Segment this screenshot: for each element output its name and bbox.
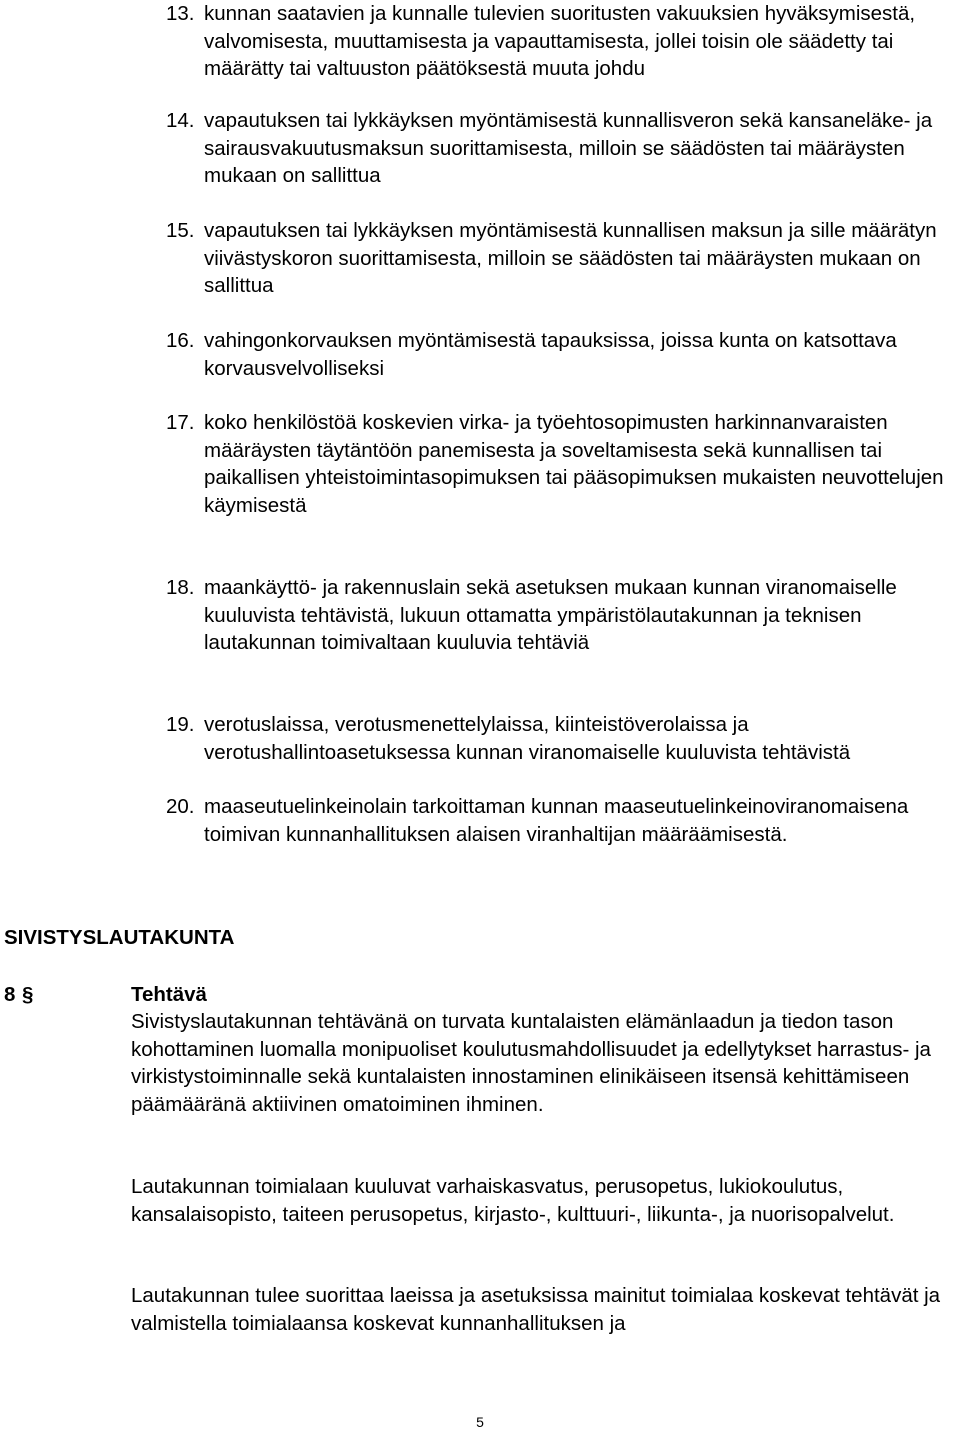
- list-item-text: vapautuksen tai lykkäyksen myöntämisestä kunnallisen maksun ja sille määrätyn viivästyskoron suorittamisesta, milloin se säädösten tai määräysten mukaan on sallittua: [204, 219, 937, 297]
- body-paragraph: Sivistyslautakunnan tehtävänä on turvata kuntalaisten elämänlaadun ja tiedon tason kohottaminen luomalla monipuoliset koulutusmahdollisuudet ja edellytykset harrastus- ja virkistystoiminnalle sekä kuntalaisten innostaminen elinikäiseen itsensä kehittämiseen päämääränä aktiivinen omatoiminen ihminen.: [131, 1010, 931, 1116]
- list-item-text: vahingonkorvauksen myöntämisestä tapauksissa, joissa kunta on katsottava korvausvelvolliseksi: [204, 329, 897, 380]
- section-heading: SIVISTYSLAUTAKUNTA: [4, 926, 235, 949]
- list-item-number: 14.: [166, 109, 195, 132]
- list-item-text: maankäyttö- ja rakennuslain sekä asetuksen mukaan kunnan viranomaiselle kuuluvista tehtävistä, lukuun ottamatta ympäristölautakunnan ja teknisen lautakunnan toimivaltaan kuuluvia tehtäviä: [204, 576, 897, 654]
- list-item-number: 19.: [166, 713, 195, 736]
- paragraph-sign: §: [22, 983, 34, 1006]
- list-item-text: kunnan saatavien ja kunnalle tulevien suoritusten vakuuksien hyväksymisestä, valvomisesta, muuttamisesta ja vapauttamisesta, jollei toisin ole säädetty tai määrätty tai valtuuston päätöksestä muuta johdu: [204, 2, 916, 80]
- list-item-number: 13.: [166, 2, 195, 25]
- list-item-number: 20.: [166, 795, 195, 818]
- list-item-number: 16.: [166, 329, 195, 352]
- body-paragraph: Lautakunnan tulee suorittaa laeissa ja asetuksissa mainitut toimialaa koskevat tehtävät ja valmistella toimialaansa koskevat kunnanhallituksen ja: [131, 1284, 941, 1335]
- list-item-text: maaseutuelinkeinolain tarkoittaman kunnan maaseutuelinkeinoviranomaisena toimivan kunnanhallituksen alaisen viranhaltijan määräämisestä.: [204, 795, 909, 846]
- list-item-text: vapautuksen tai lykkäyksen myöntämisestä kunnallisveron sekä kansaneläke- ja sairausvakuutusmaksun suorittamisesta, milloin se säädösten tai määräysten mukaan on sallittua: [204, 109, 933, 187]
- page-number: 5: [476, 1414, 484, 1430]
- body-paragraph: Lautakunnan toimialaan kuuluvat varhaiskasvatus, perusopetus, lukiokoulutus, kansalaisopisto, taiteen perusopetus, kirjasto-, kulttuuri-, liikunta-, ja nuorisopalvelut.: [131, 1175, 895, 1226]
- list-item-number: 18.: [166, 576, 195, 599]
- list-item-number: 15.: [166, 219, 195, 242]
- paragraph-number: 8: [4, 983, 16, 1006]
- list-item-text: koko henkilöstöä koskevien virka- ja työehtosopimusten harkinnanvaraisten määräysten täytäntöön panemisesta ja soveltamisesta sekä kunnallisen tai paikallisen yhteistoimintasopimuksen tai pääsopimuksen mukaisten neuvottelujen käymisestä: [204, 411, 944, 517]
- paragraph-title: Tehtävä: [131, 983, 207, 1006]
- list-item-number: 17.: [166, 411, 195, 434]
- list-item-text: verotuslaissa, verotusmenettelylaissa, kiinteistöverolaissa ja verotushallintoasetuksessa kunnan viranomaiselle kuuluvista tehtävistä: [204, 713, 851, 764]
